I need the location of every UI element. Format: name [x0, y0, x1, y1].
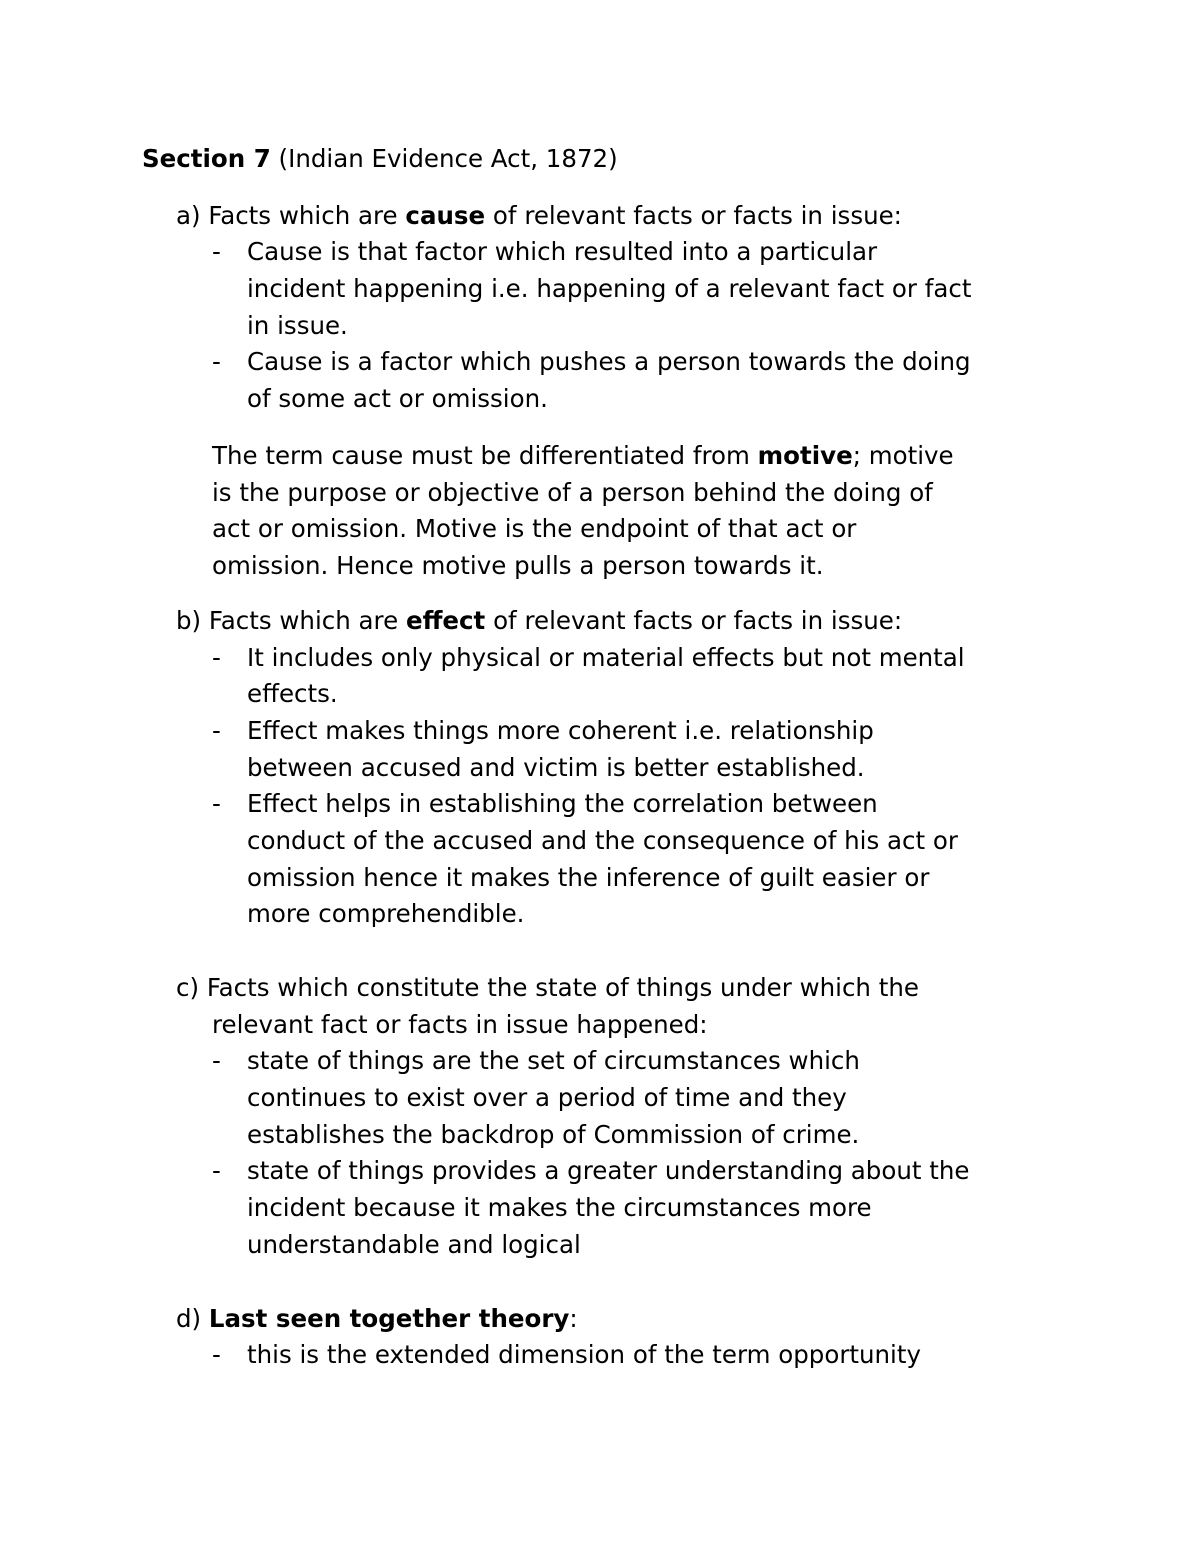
item-c-heading-line-2: relevant fact or facts in issue happened: [212, 1010, 708, 1039]
item-b-heading [176, 602, 902, 639]
item-a-bullet-2-line-2: of some act or omission. [247, 384, 548, 413]
item-b-bullet-1-line-1: It includes only physical or material effects but not mental [247, 643, 965, 672]
item-d-suffix: : [569, 1304, 578, 1333]
item-b-bullet-1-line-2: effects. [247, 679, 338, 708]
bullet-dash: - [212, 1046, 221, 1075]
item-c-bullet-1-line-2: continues to exist over a period of time and they [247, 1083, 847, 1112]
page-title [142, 140, 618, 177]
item-a-heading [176, 197, 902, 234]
bullet-dash: - [212, 1340, 221, 1369]
bullet-dash: - [212, 1156, 221, 1185]
bullet-dash: - [212, 643, 221, 672]
motive-note-line-4: omission. Hence motive pulls a person towards it. [212, 551, 824, 580]
item-b-bullet-3-line-3: omission hence it makes the inference of guilt easier or [247, 863, 930, 892]
title-bold: Section 7 [142, 144, 271, 173]
item-d-bold: Last seen together theory [208, 1304, 570, 1333]
bullet-dash: - [212, 347, 221, 376]
item-a-bullet-2-line-1: Cause is a factor which pushes a person towards the doing [247, 347, 971, 376]
item-c-bullet-2-line-1: state of things provides a greater understanding about the [247, 1156, 970, 1185]
item-b-prefix: b) Facts which are [176, 606, 406, 635]
item-b-bullet-3-line-4: more comprehendible. [247, 899, 525, 928]
item-d-bullet-1-line-1: this is the extended dimension of the term opportunity [247, 1340, 921, 1369]
item-c-bullet-1-line-1: state of things are the set of circumstances which [247, 1046, 860, 1075]
motive-note-bold: motive [757, 441, 853, 470]
item-d-prefix: d) [176, 1304, 209, 1333]
item-b-bullet-3-line-2: conduct of the accused and the consequence of his act or [247, 826, 958, 855]
bullet-dash: - [212, 237, 221, 266]
item-c-bullet-2-line-3: understandable and logical [247, 1230, 581, 1259]
item-d-heading [176, 1300, 578, 1337]
motive-note-line-1 [212, 437, 954, 474]
item-a-bullet-1-line-3: in issue. [247, 311, 348, 340]
item-a-bold: cause [405, 201, 486, 230]
bullet-dash: - [212, 716, 221, 745]
item-b-suffix: of relevant facts or facts in issue: [485, 606, 903, 635]
item-a-bullet-1-line-1: Cause is that factor which resulted into a particular [247, 237, 878, 266]
item-c-bullet-1-line-3: establishes the backdrop of Commission of crime. [247, 1120, 860, 1149]
title-rest: (Indian Evidence Act, 1872) [270, 144, 618, 173]
item-b-bold: effect [405, 606, 486, 635]
item-a-bullet-1-line-2: incident happening i.e. happening of a relevant fact or fact [247, 274, 972, 303]
item-c-bullet-2-line-2: incident because it makes the circumstances more [247, 1193, 872, 1222]
item-a-prefix: a) Facts which are [176, 201, 406, 230]
motive-note-line-3: act or omission. Motive is the endpoint of that act or [212, 514, 857, 543]
motive-note-pre: The term cause must be differentiated from [212, 441, 758, 470]
item-b-bullet-2-line-1: Effect makes things more coherent i.e. relationship [247, 716, 874, 745]
motive-note-post: ; motive [852, 441, 954, 470]
bullet-dash: - [212, 789, 221, 818]
item-b-bullet-3-line-1: Effect helps in establishing the correlation between [247, 789, 878, 818]
motive-note-line-2: is the purpose or objective of a person behind the doing of [212, 478, 933, 507]
item-b-bullet-2-line-2: between accused and victim is better established. [247, 753, 865, 782]
item-a-suffix: of relevant facts or facts in issue: [485, 201, 902, 230]
item-c-heading-line-1: c) Facts which constitute the state of things under which the [176, 973, 919, 1002]
